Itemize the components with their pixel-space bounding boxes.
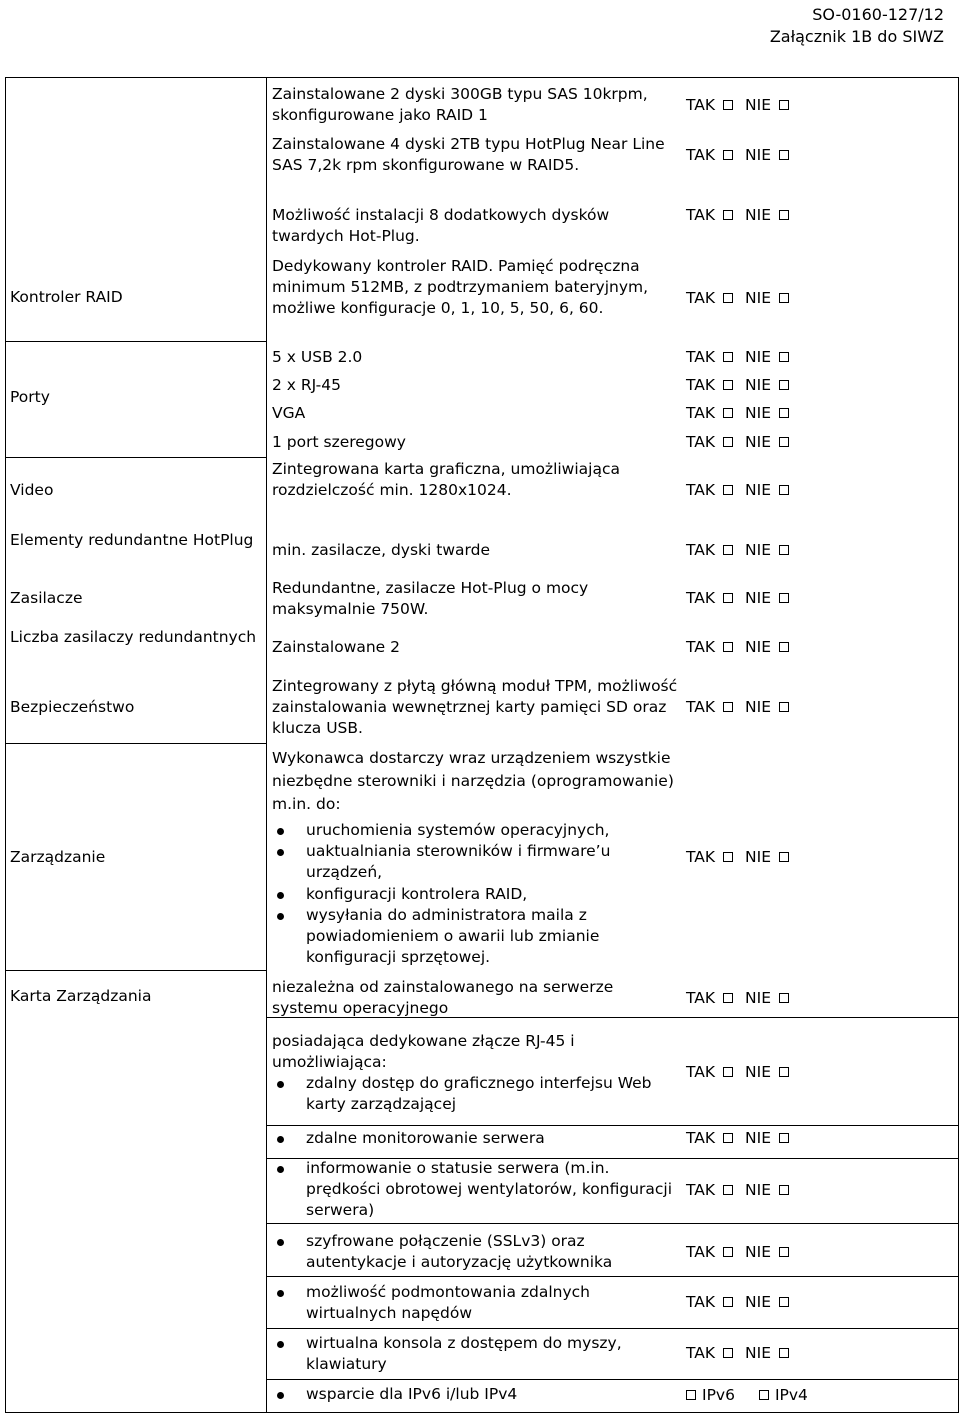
answer-options [686,540,836,561]
bullet-item: konfiguracji kontrolera RAID, [306,885,528,903]
no-label: NIE [745,1243,772,1261]
yes-label: TAK [686,848,716,866]
requirement-text: Zainstalowane 2 [272,638,401,656]
requirement-text: Wykonawca dostarczy wraz urządzeniem wszystkie niezbędne sterowniki i narzędzia (oprogramowanie) m.in. do: [272,749,674,813]
requirement-text: min. zasilacze, dyski twarde [272,541,490,559]
answer-options [686,1242,836,1263]
yes-checkbox[interactable] [723,437,733,447]
table-border-left [5,77,6,1413]
answer-options [686,288,836,309]
row-divider [266,1379,959,1380]
no-label: NIE [745,404,772,422]
no-label: NIE [745,638,772,656]
bullet-icon [277,1081,284,1088]
yes-checkbox[interactable] [723,150,733,160]
yes-checkbox[interactable] [723,1348,733,1358]
yes-label: TAK [686,206,716,224]
requirement-text: posiadająca dedykowane złącze RJ-45 i umożliwiająca: [272,1032,575,1071]
table-border-right [958,77,959,1413]
no-checkbox[interactable] [779,593,789,603]
answer-options [686,1128,836,1149]
no-checkbox[interactable] [779,1133,789,1143]
no-label: NIE [745,206,772,224]
requirement-text: 2 x RJ-45 [272,376,341,394]
yes-checkbox[interactable] [723,702,733,712]
yes-label: TAK [686,348,716,366]
bullet-icon [277,913,284,920]
no-checkbox[interactable] [779,852,789,862]
answer-options [686,403,836,424]
yes-checkbox[interactable] [723,1297,733,1307]
answer-options [686,1062,836,1083]
row-divider [266,1125,959,1126]
row-divider [5,457,267,458]
row-divider [5,970,267,971]
attachment-label: Załącznik 1B do SIWZ [769,27,944,46]
category-redundant: Elementy redundantne HotPlug [10,531,254,549]
ipv4-checkbox[interactable] [759,1390,769,1400]
yes-checkbox[interactable] [723,593,733,603]
answer-options [686,205,836,226]
answer-options [686,480,836,501]
yes-checkbox[interactable] [723,545,733,555]
column-divider [266,77,267,1413]
yes-checkbox[interactable] [723,100,733,110]
answer-options [686,988,836,1009]
bullet-icon [277,828,284,835]
requirement-text: Możliwość instalacji 8 dodatkowych dysków twardych Hot-Plug. [272,206,610,245]
no-checkbox[interactable] [779,408,789,418]
no-checkbox[interactable] [779,1067,789,1077]
no-checkbox[interactable] [779,210,789,220]
no-label: NIE [745,698,772,716]
bullet-item: zdalne monitorowanie serwera [306,1129,545,1147]
no-checkbox[interactable] [779,380,789,390]
ip-version-options [686,1385,836,1406]
yes-label: TAK [686,481,716,499]
yes-label: TAK [686,404,716,422]
answer-options [686,432,836,453]
answer-options [686,347,836,368]
answer-options [686,1180,836,1201]
bullet-item: wsparcie dla IPv6 i/lub IPv4 [306,1385,518,1403]
category-management-card: Karta Zarządzania [10,987,152,1005]
yes-label: TAK [686,376,716,394]
no-checkbox[interactable] [779,993,789,1003]
no-label: NIE [745,1344,772,1362]
no-label: NIE [745,433,772,451]
requirement-text: Zainstalowane 4 dyski 2TB typu HotPlug Near Line SAS 7,2k rpm skonfigurowane w RAID5. [272,135,665,174]
bullet-icon [277,1239,284,1246]
no-label: NIE [745,1293,772,1311]
yes-label: TAK [686,1129,716,1147]
ipv6-checkbox[interactable] [686,1390,696,1400]
category-psu: Zasilacze [10,589,83,607]
yes-checkbox[interactable] [723,293,733,303]
no-label: NIE [745,289,772,307]
bullet-item: wysyłania do administratora maila z powiadomieniem o awarii lub zmianie konfiguracji sprzętowej. [306,906,600,966]
row-divider [5,341,267,342]
no-label: NIE [745,1129,772,1147]
yes-label: TAK [686,1063,716,1081]
yes-label: TAK [686,698,716,716]
yes-label: TAK [686,589,716,607]
category-raid: Kontroler RAID [10,288,123,306]
yes-checkbox[interactable] [723,380,733,390]
answer-options [686,637,836,658]
requirement-text: Zintegrowana karta graficzna, umożliwiająca rozdzielczość min. 1280x1024. [272,460,620,499]
answer-options [686,95,836,116]
no-label: NIE [745,989,772,1007]
no-checkbox[interactable] [779,1185,789,1195]
yes-label: TAK [686,96,716,114]
no-checkbox[interactable] [779,1348,789,1358]
yes-checkbox[interactable] [723,1185,733,1195]
yes-checkbox[interactable] [723,485,733,495]
yes-checkbox[interactable] [723,408,733,418]
bullet-icon [277,849,284,856]
answer-options [686,697,836,718]
no-checkbox[interactable] [779,352,789,362]
document-number: SO-0160-127/12 [812,5,944,24]
answer-options [686,1292,836,1313]
no-checkbox[interactable] [779,150,789,160]
bullet-item: uaktualniania sterowników i firmware’u urządzeń, [306,842,611,881]
bullet-icon [277,1136,284,1143]
yes-checkbox[interactable] [723,1067,733,1077]
no-checkbox[interactable] [779,1297,789,1307]
no-label: NIE [745,96,772,114]
no-label: NIE [745,589,772,607]
no-label: NIE [745,348,772,366]
bullet-icon [277,892,284,899]
answer-options [686,145,836,166]
yes-label: TAK [686,146,716,164]
category-psu-count: Liczba zasilaczy redundantnych [10,628,257,646]
answer-options [686,588,836,609]
no-label: NIE [745,376,772,394]
no-checkbox[interactable] [779,437,789,447]
bullet-icon [277,1341,284,1348]
yes-label: TAK [686,289,716,307]
yes-label: TAK [686,989,716,1007]
no-checkbox[interactable] [779,1247,789,1257]
ipv4-label: IPv4 [774,1386,808,1404]
no-checkbox[interactable] [779,642,789,652]
bullet-item: wirtualna konsola z dostępem do myszy, klawiatury [306,1334,622,1373]
category-management: Zarządzanie [10,848,106,866]
yes-checkbox[interactable] [723,1247,733,1257]
yes-label: TAK [686,541,716,559]
row-divider [266,1276,959,1277]
no-checkbox[interactable] [779,545,789,555]
requirement-text: Dedykowany kontroler RAID. Pamięć podręczna minimum 512MB, z podtrzymaniem bateryjnym, możliwe konfiguracje 0, 1, 10, 5, 50, 6, 60. [272,257,649,317]
yes-checkbox[interactable] [723,852,733,862]
table-border-top [5,77,959,78]
no-label: NIE [745,146,772,164]
no-label: NIE [745,1063,772,1081]
answer-options [686,375,836,396]
ipv6-label: IPv6 [702,1386,735,1404]
bullet-item: możliwość podmontowania zdalnych wirtualnych napędów [306,1283,590,1322]
yes-checkbox[interactable] [723,352,733,362]
row-divider [5,743,267,744]
bullet-icon [277,1290,284,1297]
requirement-text: VGA [272,404,306,422]
bullet-item: zdalny dostęp do graficznego interfejsu Web karty zarządzającej [306,1074,652,1113]
yes-label: TAK [686,1344,716,1362]
requirement-text: Redundantne, zasilacze Hot-Plug o mocy maksymalnie 750W. [272,579,589,618]
bullet-item: informowanie o statusie serwera (m.in. prędkości obrotowej wentylatorów, konfiguracji serwera) [306,1159,673,1219]
row-divider [266,1328,959,1329]
answer-options [686,1343,836,1364]
bullet-icon [277,1166,284,1173]
no-label: NIE [745,481,772,499]
no-checkbox[interactable] [779,702,789,712]
bullet-item: uruchomienia systemów operacyjnych, [306,821,610,839]
category-security: Bezpieczeństwo [10,698,135,716]
requirement-text: 1 port szeregowy [272,433,406,451]
no-label: NIE [745,848,772,866]
yes-label: TAK [686,638,716,656]
yes-checkbox[interactable] [723,1133,733,1143]
category-video: Video [10,481,54,499]
no-label: NIE [745,1181,772,1199]
no-label: NIE [745,541,772,559]
answer-options [686,847,836,868]
bullet-item: szyfrowane połączenie (SSLv3) oraz autentykacje i autoryzację użytkownika [306,1232,613,1271]
requirement-text: 5 x USB 2.0 [272,348,363,366]
no-checkbox[interactable] [779,293,789,303]
yes-checkbox[interactable] [723,210,733,220]
yes-checkbox[interactable] [723,993,733,1003]
yes-label: TAK [686,433,716,451]
table-border-bottom [5,1412,959,1413]
category-ports: Porty [10,388,50,406]
yes-label: TAK [686,1243,716,1261]
requirement-text: Zintegrowany z płytą główną moduł TPM, możliwość zainstalowania wewnętrznej karty pamięci SD oraz klucza USB. [272,677,678,737]
requirement-text: Zainstalowane 2 dyski 300GB typu SAS 10krpm, skonfigurowane jako RAID 1 [272,85,648,124]
bullet-icon [277,1392,284,1399]
yes-label: TAK [686,1181,716,1199]
no-checkbox[interactable] [779,485,789,495]
yes-label: TAK [686,1293,716,1311]
requirement-text: niezależna od zainstalowanego na serwerze systemu operacyjnego [272,978,614,1017]
row-divider [266,1223,959,1224]
document-header [770,4,944,48]
yes-checkbox[interactable] [723,642,733,652]
no-checkbox[interactable] [779,100,789,110]
